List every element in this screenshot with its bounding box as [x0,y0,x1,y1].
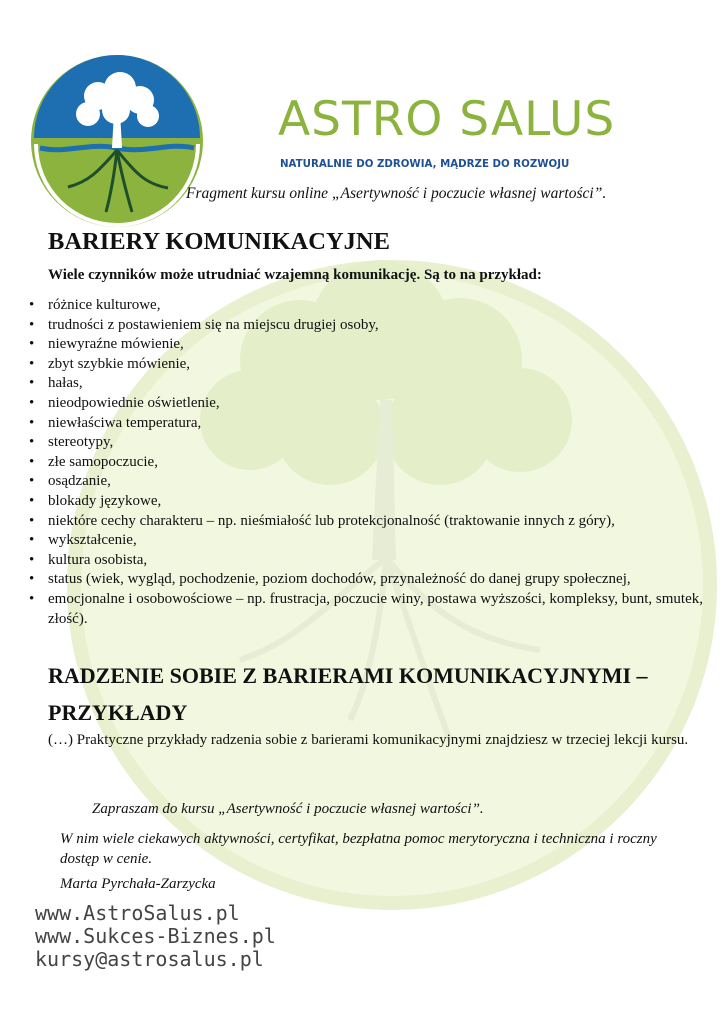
list-item: • emocjonalne i osobowościowe – np. frustracja, poczucie winy, postawa wyższości, kompleksy, bunt, smutek, złość). [26,590,716,629]
list-item: • stereotypy, [26,433,716,453]
section-title-coping: RADZENIE SOBIE Z BARIERAMI KOMUNIKACYJNYMI – PRZYKŁADY [48,663,648,725]
list-item: • status (wiek, wygląd, pochodzenie, poziom dochodów, przynależność do danej grupy społecznej, [26,570,716,590]
list-item: • nieodpowiednie oświetlenie, [26,394,716,414]
course-invitation: Zapraszam do kursu „Asertywność i poczucie własnej wartości”. [92,801,484,817]
list-item: • niewłaściwa temperatura, [26,414,716,434]
list-item: • kultura osobista, [26,551,716,571]
list-item: • trudności z postawieniem się na miejscu drugiej osoby, [26,316,716,336]
list-item: • wykształcenie, [26,531,716,551]
course-benefits: W nim wiele ciekawych aktywności, certyfikat, bezpłatna pomoc merytoryczna i techniczna i roczny dostęp w cenie. [60,831,657,867]
website-link-sukces-biznes[interactable]: www.Sukces-Biznes.pl [35,924,276,948]
website-link-astrosalus[interactable]: www.AstroSalus.pl [35,901,240,925]
list-item: • blokady językowe, [26,492,716,512]
brand-logo [28,52,206,230]
section-intro: Wiele czynników może utrudniać wzajemną komunikację. Są to na przykład: [48,267,542,283]
list-item: • hałas, [26,374,716,394]
email-link[interactable]: kursy@astrosalus.pl [35,947,264,971]
list-item: • niewyraźne mówienie, [26,335,716,355]
brand-name: ASTRO SALUS [278,92,616,147]
course-fragment-note: Fragment kursu online „Asertywność i poczucie własnej wartości”. [186,185,607,202]
list-item: • różnice kulturowe, [26,296,716,316]
lesson-reference-text: (…) Praktyczne przykłady radzenia sobie z barierami komunikacyjnymi znajdziesz w trzeciej lekcji kursu. [48,732,689,748]
section-title-barriers: BARIERY KOMUNIKACYJNE [48,228,390,255]
list-item: • zbyt szybkie mówienie, [26,355,716,375]
brand-tagline: NATURALNIE DO ZDROWIA, MĄDRZE DO ROZWOJU [280,157,570,170]
barriers-list [26,296,716,629]
list-item: • osądzanie, [26,472,716,492]
author-name: Marta Pyrchała-Zarzycka [60,876,216,892]
list-item: • złe samopoczucie, [26,453,716,473]
contact-block [35,902,276,971]
list-item: • niektóre cechy charakteru – np. nieśmiałość lub protekcjonalność (traktowanie innych z góry), [26,512,716,532]
